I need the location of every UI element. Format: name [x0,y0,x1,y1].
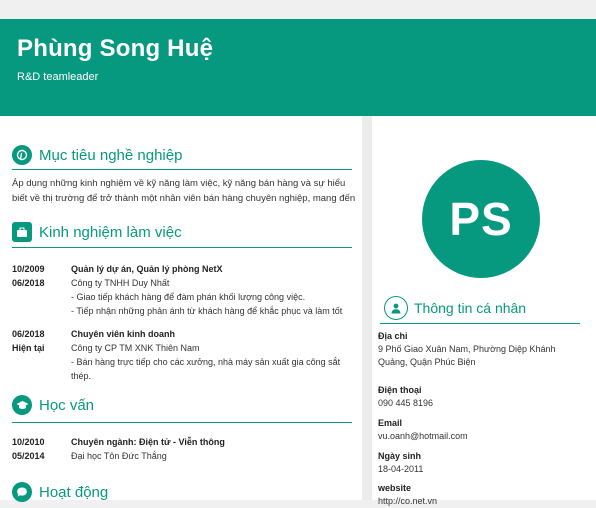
avatar: PS [422,160,540,278]
objective-divider [12,169,352,170]
email-field [378,417,588,443]
address-label: Địa chỉ [378,331,408,341]
education-start-date: 10/2010 [12,437,45,447]
education-title: Học vấn [39,396,95,414]
objective-heading [12,145,182,165]
birthday-field [378,450,588,476]
website-field [378,482,588,508]
job-title: Chuyên viên kinh doanh [71,329,176,339]
phone-field [378,384,588,410]
objective-text [12,176,357,206]
address-field [378,330,588,369]
website-value: http://co.net.vn [378,496,438,506]
activities-heading [12,482,108,502]
experience-divider [12,247,352,248]
email-label: Email [378,418,403,428]
job-detail-line: thép. [71,371,92,381]
job-detail-line: - Giao tiếp khách hàng để đàm phán khối lượng công việc. [71,292,306,302]
candidate-name: Phùng Song Huệ [17,35,214,62]
graduation-cap-icon [12,395,32,415]
education-dates [12,435,62,463]
job-end-date: 06/2018 [12,278,45,288]
experience-title: Kinh nghiệm làm việc [39,223,182,241]
address-line: 9 Phố Giao Xuân Nam, Phường Diệp Khánh [378,344,556,354]
birthday-value: 18-04-2011 [378,464,424,474]
birthday-label: Ngày sinh [378,451,422,461]
education-details [71,435,359,463]
job-start-date: 06/2018 [12,329,45,339]
job-dates [12,262,62,290]
email-value: vu.oanh@hotmail.com [378,431,468,441]
user-icon [384,296,408,320]
phone-label: Điện thoại [378,385,422,395]
job-detail-line: - Tiếp nhận những phản ánh từ khách hàng để khắc phục và làm tốt [71,306,343,316]
job-end-date: Hiện tại [12,343,45,353]
phone-value: 090 445 8196 [378,398,434,408]
education-heading [12,395,94,415]
education-divider [12,422,352,423]
main-column [0,116,362,500]
objective-line: Áp dụng những kinh nghiệm về kỹ năng làm việc, kỹ năng bán hàng và sự hiểu [12,178,346,189]
address-line: Quảng, Quận Phúc Biện [378,357,476,367]
education-end-date: 05/2014 [12,451,45,461]
education-school: Đại học Tôn Đức Thắng [71,451,167,461]
profile-title: Thông tin cá nhân [414,300,527,316]
chat-bubble-icon [12,482,32,502]
briefcase-icon [12,222,32,242]
candidate-role: R&D teamleader [17,71,99,83]
column-divider [362,116,372,500]
objective-line: biết về thị trường để trở thành một nhân viên bán hàng chuyên nghiệp, mang đến [12,193,356,204]
resume-header [0,19,596,116]
job-detail-line: - Bán hàng trực tiếp cho các xưởng, nhà máy sản xuất gia công sắt [71,357,341,367]
experience-heading [12,222,182,242]
resume-page [0,19,596,506]
profile-divider [380,323,580,324]
job-start-date: 10/2009 [12,264,45,274]
sidebar-column [372,116,596,506]
job-dates [12,327,62,355]
pinterest-icon [12,145,32,165]
job-company: Công ty CP TM XNK Thiên Nam [71,343,200,353]
education-major: Chuyên ngành: Điện tử - Viễn thông [71,437,225,447]
job-title: Quản lý dự án, Quản lý phòng NetX [71,264,223,274]
website-label: website [378,483,412,493]
objective-title: Mục tiêu nghề nghiệp [39,146,183,164]
job-details [71,262,359,318]
job-company: Công ty TNHH Duy Nhất [71,278,170,288]
profile-heading [384,296,526,320]
job-details [71,327,359,383]
activities-title: Hoạt động [39,483,109,501]
